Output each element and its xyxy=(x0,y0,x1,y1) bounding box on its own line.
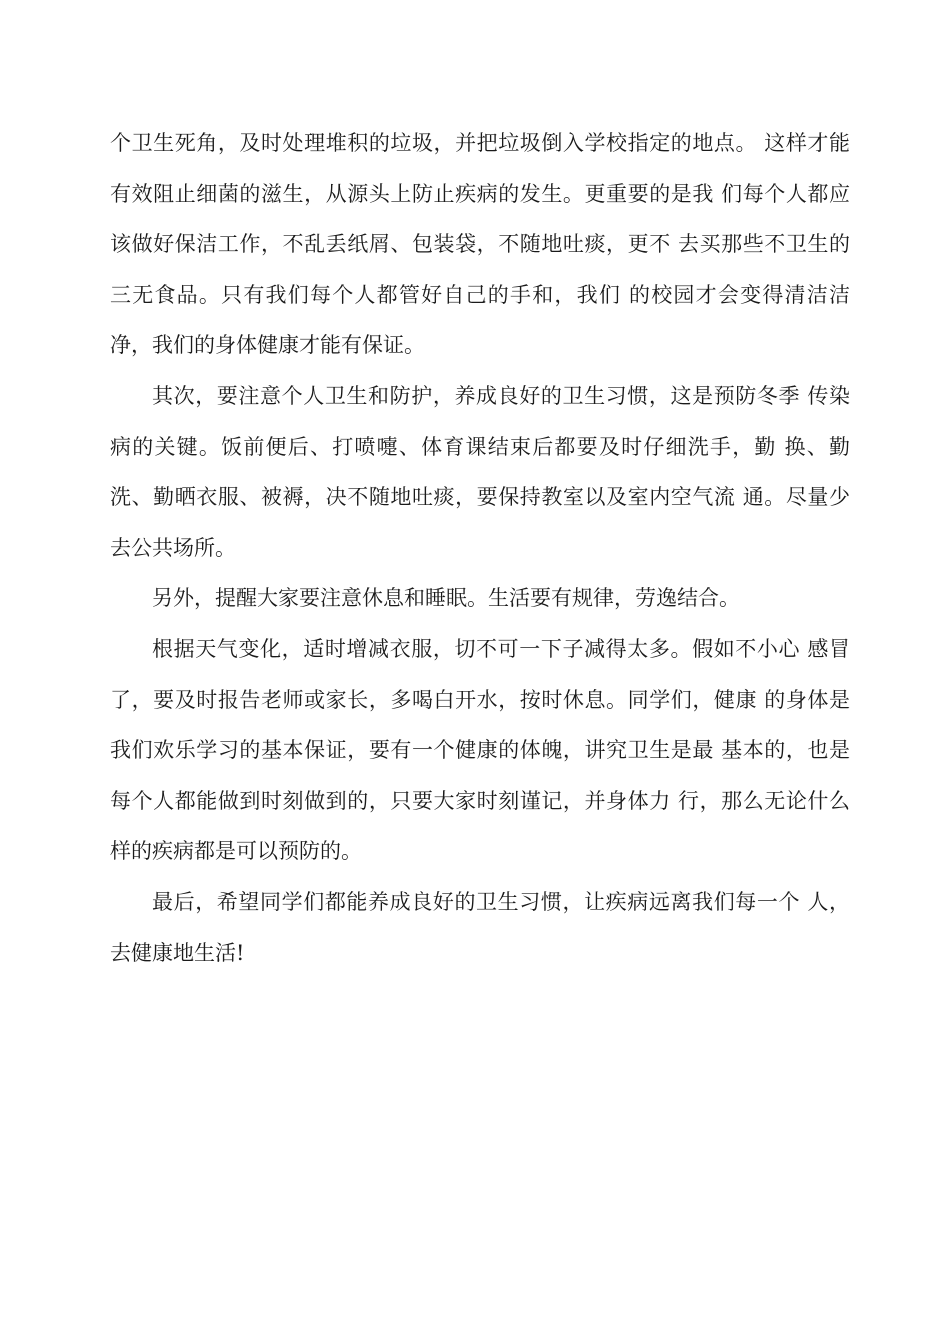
paragraph-5: 最后，希望同学们都能养成良好的卫生习惯，让疾病远离我们每一个 人，去健康地生活! xyxy=(110,889,850,965)
paragraph-4: 根据天气变化，适时增减衣服，切不可一下子减得太多。假如不小心 感冒了，要及时报告老师或家长，多喝白开水，按时休息。同学们，健康 的身体是我们欢乐学习的基本保证，要有一个健康的体魄，讲究卫生是最 基本的，也是每个人都能做到时刻做到的，只要大家时刻谨记，并身体力 行，那么无论什么样的疾病都是可以预防的。 xyxy=(110,636,850,864)
document-body xyxy=(110,118,850,978)
paragraph-3: 另外，提醒大家要注意休息和睡眠。生活要有规律，劳逸结合。 xyxy=(152,586,740,611)
paragraph-1: 个卫生死角，及时处理堆积的垃圾，并把垃圾倒入学校指定的地点。 这样才能有效阻止细菌的滋生，从源头上防止疾病的发生。更重要的是我 们每个人都应该做好保洁工作，不乱丢纸屑、包装袋，不随地吐痰，更不 去买那些不卫生的三无食品。只有我们每个人都管好自己的手和，我们 的校园才会变得清洁洁净，我们的身体健康才能有保证。 xyxy=(110,131,850,358)
paragraph-2: 其次，要注意个人卫生和防护，养成良好的卫生习惯，这是预防冬季 传染病的关键。饭前便后、打喷嚏、体育课结束后都要及时仔细洗手，勤 换、勤洗、勤晒衣服、被褥，决不随地吐痰，要保持教室以及室内空气流 通。尽量少去公共场所。 xyxy=(110,383,850,560)
